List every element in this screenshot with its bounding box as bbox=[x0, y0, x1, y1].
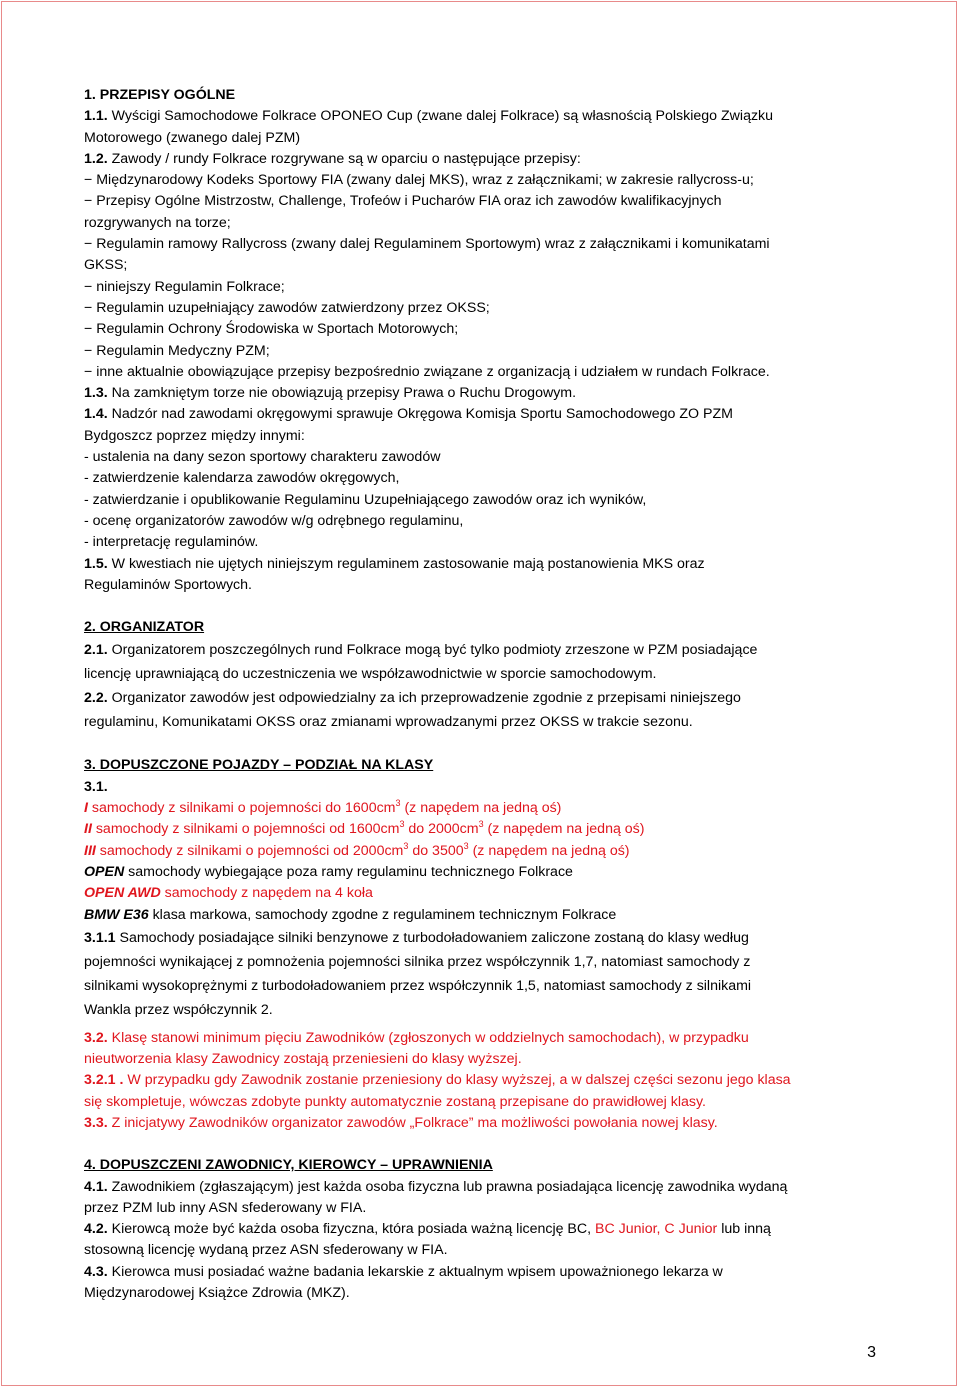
class-open: OPEN samochody wybiegające poza ramy regulaminu technicznego Folkrace bbox=[84, 863, 573, 880]
dash-item: - interpretację regulaminów. bbox=[84, 534, 259, 551]
document-body bbox=[84, 85, 884, 1304]
section-1-title: 1. PRZEPISY OGÓLNE bbox=[84, 87, 236, 103]
list-item-cont: GKSS; bbox=[84, 257, 128, 274]
para-1-5: 1.5. W kwestiach nie ujętych niniejszym regulaminem zastosowanie mają postanowienia MKS oraz bbox=[84, 555, 705, 572]
page-number: 3 bbox=[867, 1344, 876, 1361]
class-open-awd: OPEN AWD samochody z napędem na 4 koła bbox=[84, 885, 373, 902]
class-bmw-e36: BMW E36 klasa markowa, samochody zgodne z regulaminem technicznym Folkrace bbox=[84, 906, 617, 923]
list-item: − Regulamin uzupełniający zawodów zatwierdzony przez OKSS; bbox=[84, 299, 490, 316]
class-iii: III samochody z silnikami o pojemności od $2000cm^3$ do 3500$^3$ (z napędem na jedną oś) bbox=[84, 840, 630, 859]
para-1-5-cont: Regulaminów Sportowych. bbox=[84, 576, 252, 593]
para-3-1-num: 3.1. bbox=[84, 778, 108, 795]
dash-item: - zatwierdzenie kalendarza zawodów okręgowych, bbox=[84, 470, 400, 487]
dash-item: - zatwierdzanie i opublikowanie Regulaminu Uzupełniającego zawodów oraz ich wyników, bbox=[84, 491, 647, 508]
list-item: − Przepisy Ogólne Mistrzostw, Challenge, Trofeów i Pucharów FIA oraz ich zawodów kwalifikacyjnych bbox=[84, 193, 722, 210]
para-1-4: 1.4. Nadzór nad zawodami okręgowymi sprawuje Okręgowa Komisja Sportu Samochodowego ZO PZM bbox=[84, 406, 733, 423]
para-3-2: 3.2. Klasę stanowi minimum pięciu Zawodników (zgłoszonych w oddzielnych samochodach), w przypadku nieutworzenia klasy Zawodnicy zostają przeniesieni do klasy wyższej. bbox=[84, 1029, 749, 1068]
para-2-2: 2.2. Organizator zawodów jest odpowiedzialny za ich przeprowadzenie zgodnie z przepisami niniejszego regulaminu, Komunikatami OKSS oraz zmianami wprowadzanymi przez OKSS w trakcie sezonu. bbox=[84, 690, 741, 731]
list-item: − niniejszy Regulamin Folkrace; bbox=[84, 278, 285, 295]
para-4-2: 4.2. Kierowcą może być każda osoba fizyczna, która posiada ważną licencję BC, BC Junior, C Junior lub inną stosowną licencję wydaną przez ASN sfederowany w FIA. bbox=[84, 1221, 771, 1259]
para-1-2: 1.2. Zawody / rundy Folkrace rozgrywane są w oparciu o następujące przepisy: bbox=[84, 150, 581, 167]
section-4-title: 4. DOPUSZCZENI ZAWODNICY, KIEROWCY – UPRAWNIENIA bbox=[84, 1157, 493, 1174]
para-3-1-1: 3.1.1 Samochody posiadające silniki benzynowe z turbodoładowaniem zaliczone zostaną do klasy według pojemności wynikającej z pomnożenia pojemności silnika przez współczynnik 1,7, natomiast samochody z silnikami wysokoprężnymi z turbodoładowaniem przez współczynnik 1,5, natomiast samochody z silnikami Wankla przez współczynnik 2. bbox=[84, 929, 752, 1018]
section-2-title: 2. ORGANIZATOR bbox=[84, 619, 205, 636]
class-i: I samochody z silnikami o pojemności do $1600cm^3$ (z napędem na jedną oś) bbox=[84, 798, 562, 817]
para-3-3: 3.3. Z inicjatywy Zawodników organizator zawodów „Folkrace” ma możliwości powołania nowej klasy. bbox=[84, 1114, 718, 1131]
list-item: − Regulamin Medyczny PZM; bbox=[84, 342, 270, 359]
section-3-title: 3. DOPUSZCZONE POJAZDY – PODZIAŁ NA KLASY bbox=[84, 757, 434, 774]
class-ii: II samochody z silnikami o pojemności od $1600cm^3$ do $2000cm^3$ (z napędem na jedną oś) bbox=[84, 819, 645, 838]
para-4-3: 4.3. Kierowca musi posiadać ważne badania lekarskie z aktualnym wpisem upoważnionego lekarza w Międzynarodowej Książce Zdrowia (MKZ). bbox=[84, 1263, 723, 1302]
list-item: − Międzynarodowy Kodeks Sportowy FIA (zwany dalej MKS), wraz z załącznikami; w zakresie rallycross-u; bbox=[84, 172, 754, 189]
para-1-3: 1.3. Na zamkniętym torze nie obowiązują przepisy Prawa o Ruchu Drogowym. bbox=[84, 385, 577, 402]
para-4-1: 4.1. Zawodnikiem (zgłaszającym) jest każda osoba fizyczna lub prawna posiadająca licencję zawodnika wydaną przez PZM lub inny ASN sfederowany w FIA. bbox=[84, 1178, 788, 1216]
list-item: − Regulamin Ochrony Środowiska w Sportach Motorowych; bbox=[84, 321, 459, 338]
para-1-4-cont: Bydgoszcz poprzez między innymi: bbox=[84, 427, 305, 444]
dash-item: - ocenę organizatorów zawodów w/g odrębnego regulaminu, bbox=[84, 512, 464, 529]
para-3-2-1: 3.2.1 . W przypadku gdy Zawodnik zostanie przeniesiony do klasy wyższej, a w dalszej części sezonu jego klasa się skompletuje, wówczas zdobyte punkty automatycznie zostaną przepisane do prawidłowej klasy. bbox=[84, 1072, 791, 1110]
list-item-cont: rozgrywanych na torze; bbox=[84, 214, 231, 231]
para-2-1: 2.1. Organizatorem poszczególnych rund Folkrace mogą być tylko podmioty zrzeszone w PZM posiadające licencję uprawniającą do uczestniczenia we współzawodnictwie w sporcie samochodowym. bbox=[84, 642, 758, 683]
para-1-1-cont: Motorowego (zwanego dalej PZM) bbox=[84, 129, 301, 146]
list-item: − Regulamin ramowy Rallycross (zwany dalej Regulaminem Sportowym) wraz z załącznikami i komunikatami bbox=[84, 236, 770, 253]
list-item: − inne aktualnie obowiązujące przepisy bezpośrednio związane z organizacją i udziałem w rundach Folkrace. bbox=[84, 363, 770, 380]
para-1-1: 1.1. Wyścigi Samochodowe Folkrace OPONEO Cup (zwane dalej Folkrace) są własnością Polskiego Związku bbox=[84, 108, 774, 125]
dash-item: - ustalenia na dany sezon sportowy charakteru zawodów bbox=[84, 449, 441, 466]
